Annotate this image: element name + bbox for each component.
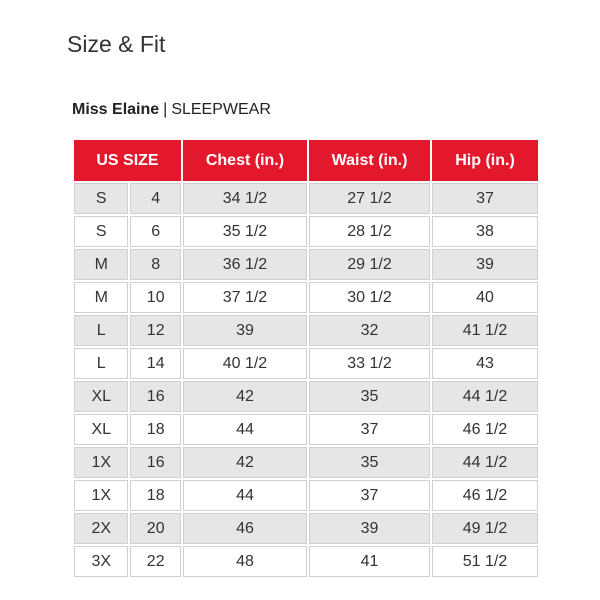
size-letter-cell: S: [74, 216, 128, 247]
hip-cell: 38: [432, 216, 538, 247]
table-row: [74, 414, 538, 445]
brand-name: Miss Elaine: [72, 101, 160, 118]
chest-cell: 39: [183, 315, 307, 346]
waist-cell: 30 1/2: [309, 282, 430, 313]
chest-cell: 35 1/2: [183, 216, 307, 247]
size-number-cell: 18: [130, 414, 180, 445]
size-letter-cell: L: [74, 315, 128, 346]
size-letter-cell: 1X: [74, 447, 128, 478]
brand-line: [72, 100, 271, 120]
waist-cell: 35: [309, 447, 430, 478]
chest-cell: 37 1/2: [183, 282, 307, 313]
chest-cell: 40 1/2: [183, 348, 307, 379]
waist-cell: 28 1/2: [309, 216, 430, 247]
size-number-cell: 6: [130, 216, 180, 247]
hip-cell: 40: [432, 282, 538, 313]
hip-cell: 51 1/2: [432, 546, 538, 577]
waist-cell: 33 1/2: [309, 348, 430, 379]
hip-cell: 41 1/2: [432, 315, 538, 346]
size-number-cell: 4: [130, 183, 180, 214]
size-letter-cell: L: [74, 348, 128, 379]
header-hip: Hip (in.): [432, 140, 538, 181]
chest-cell: 46: [183, 513, 307, 544]
size-number-cell: 10: [130, 282, 180, 313]
header-us-size: US SIZE: [74, 140, 181, 181]
size-letter-cell: XL: [74, 414, 128, 445]
size-number-cell: 20: [130, 513, 180, 544]
waist-cell: 37: [309, 414, 430, 445]
chest-cell: 44: [183, 480, 307, 511]
size-chart-table: [72, 138, 540, 579]
chest-cell: 42: [183, 381, 307, 412]
hip-cell: 39: [432, 249, 538, 280]
chest-cell: 36 1/2: [183, 249, 307, 280]
table-row: [74, 216, 538, 247]
table-row: [74, 348, 538, 379]
waist-cell: 35: [309, 381, 430, 412]
header-waist: Waist (in.): [309, 140, 430, 181]
size-number-cell: 14: [130, 348, 180, 379]
hip-cell: 44 1/2: [432, 381, 538, 412]
hip-cell: 43: [432, 348, 538, 379]
table-row: [74, 315, 538, 346]
chest-cell: 48: [183, 546, 307, 577]
waist-cell: 41: [309, 546, 430, 577]
waist-cell: 32: [309, 315, 430, 346]
chest-cell: 44: [183, 414, 307, 445]
waist-cell: 27 1/2: [309, 183, 430, 214]
hip-cell: 46 1/2: [432, 480, 538, 511]
size-letter-cell: S: [74, 183, 128, 214]
size-letter-cell: 3X: [74, 546, 128, 577]
table-row: [74, 513, 538, 544]
page-title: Size & Fit: [67, 31, 166, 57]
size-letter-cell: M: [74, 282, 128, 313]
size-letter-cell: 2X: [74, 513, 128, 544]
waist-cell: 29 1/2: [309, 249, 430, 280]
size-number-cell: 22: [130, 546, 180, 577]
header-chest: Chest (in.): [183, 140, 307, 181]
hip-cell: 37: [432, 183, 538, 214]
size-number-cell: 16: [130, 447, 180, 478]
table-row: [74, 183, 538, 214]
chest-cell: 34 1/2: [183, 183, 307, 214]
size-number-cell: 16: [130, 381, 180, 412]
brand-separator: |: [163, 101, 168, 118]
table-header-row: [74, 140, 538, 181]
table-body: [74, 183, 538, 577]
table-row: [74, 447, 538, 478]
chest-cell: 42: [183, 447, 307, 478]
size-number-cell: 8: [130, 249, 180, 280]
hip-cell: 44 1/2: [432, 447, 538, 478]
table-row: [74, 282, 538, 313]
size-number-cell: 12: [130, 315, 180, 346]
hip-cell: 49 1/2: [432, 513, 538, 544]
hip-cell: 46 1/2: [432, 414, 538, 445]
table-row: [74, 249, 538, 280]
size-number-cell: 18: [130, 480, 180, 511]
size-letter-cell: XL: [74, 381, 128, 412]
size-letter-cell: M: [74, 249, 128, 280]
table-row: [74, 381, 538, 412]
brand-category: SLEEPWEAR: [171, 101, 271, 118]
table-row: [74, 546, 538, 577]
size-letter-cell: 1X: [74, 480, 128, 511]
table-row: [74, 480, 538, 511]
waist-cell: 37: [309, 480, 430, 511]
waist-cell: 39: [309, 513, 430, 544]
